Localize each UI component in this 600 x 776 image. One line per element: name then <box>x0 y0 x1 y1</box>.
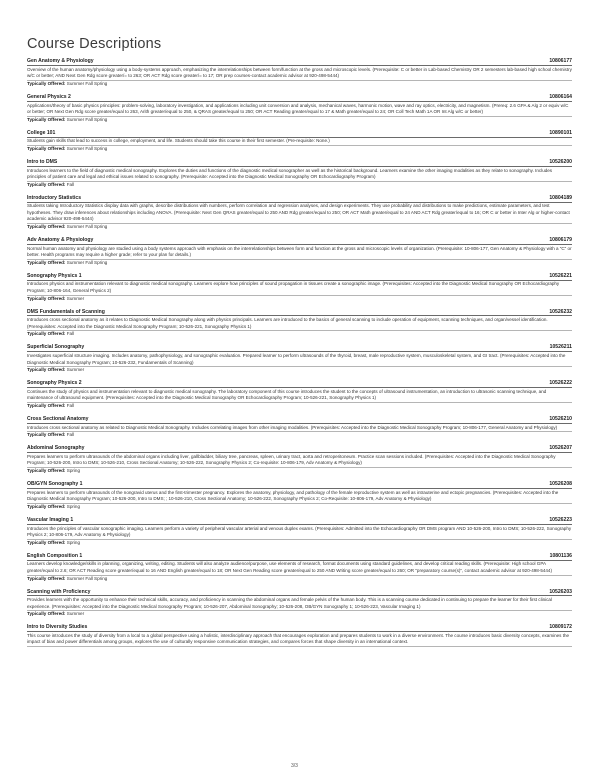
course-entry <box>27 553 572 583</box>
offered-terms: Fall <box>66 331 75 337</box>
course-entry <box>27 94 572 124</box>
offered-label: Typically Offered: <box>27 224 66 230</box>
course-name: Intro to Diversity Studies <box>27 624 88 631</box>
course-name: Gen Anatomy & Physiology <box>27 58 94 64</box>
offered-label: Typically Offered: <box>27 504 66 510</box>
course-header <box>27 159 572 167</box>
course-code: 10809172 <box>549 624 572 631</box>
course-description: Students taking Introductory Statistics display data with graphs, describe distributions with numbers, perform correlation and regression analyses, and design experiments. They use probability and distributions to make predictions, estimate parameters, and test hypotheses. They draw inferences about relationships including ANOVA. (Prerequisite: Next Gen QRAS greater/equal to 250 AND Rdg greater/equal to 250; OR ACT Math greater/equal to 24 AND ACT Rdg greater/equal to 16; OR C or better in Inter Alg or higher-contact academic advisor 920-498-5444) <box>27 203 572 224</box>
offered-label: Typically Offered: <box>27 80 66 86</box>
course-description: Applications/theory of basic physics principles: problem-solving, laboratory investigation, and applications including unit conversion and analysis, mechanical waves, harmonic motion, wave and ray optics, electricity, and magnetism. (Prereq: 2.6 GPA & Alg 2 or equiv w/C or better; OR Next Gen Rdg score greater/equal to 263, Arith greater/equal to 250, & QRAS greater/equal to 250; OR ACT Reading greater/equal to 17 & Math greater/equal to 24; OR Coll Tech Math 1A OR Int Alg w/C or better) <box>27 103 572 117</box>
course-code: 10806179 <box>549 236 572 243</box>
course-entry <box>27 237 572 267</box>
course-code: 10526203 <box>549 588 572 595</box>
page-number: 3/3 <box>291 763 298 769</box>
offered-label: Typically Offered: <box>27 403 66 409</box>
course-entry <box>27 380 572 410</box>
course-description: Continues the study of physics and instrumentation relevant to diagnostic medical sonography. The laboratory component of this course introduces the student to the concepts of ultrasound instrumentation, an introduction to ultrasonic scanning technique, and maintenance of ultrasound equipment. (Prerequisites: Accepted into the Diagnostic Medical Sonography OR Echocardiography Program; 10-526-221, Sonography Physics 1) <box>27 389 572 403</box>
course-name: Vascular Imaging 1 <box>27 516 74 523</box>
course-description: Introduces the principles of vascular sonographic imaging. Learners perform a variety of peripheral vascular arterial and venous duplex exams. (Prerequisites: Admitted into the Echocardiography OR DMS program AND 10-526-200, Intro to DMS; 10-526-222, Sonography Physics 2; 10-806-179, Adv Anatomy & Physiology) <box>27 526 572 540</box>
course-entry <box>27 58 572 88</box>
course-offered <box>27 81 572 88</box>
course-description: Students gain skills that lead to success in college, employment, and life. Students should take this course in their first semester. (Pre-requisite: None.) <box>27 138 572 146</box>
course-header <box>27 344 572 352</box>
offered-label: Typically Offered: <box>27 432 66 438</box>
course-description: This course introduces the study of diversity from a local to a global perspective using a holistic, interdisciplinary approach that encourages exploration and prepares students to work in a diverse environment. The course introduces basic diversity concepts, examines the impact of bias and power differentials among groups, explores the use of culturally responsive communication strategies, and compares forces that shape diversity in an international context. <box>27 633 572 647</box>
course-code: 10806164 <box>549 93 572 100</box>
offered-terms: Spring <box>66 539 81 545</box>
course-code: 10806177 <box>549 58 572 64</box>
offered-terms: Summer Fall Spring <box>66 116 108 122</box>
course-offered <box>27 146 572 153</box>
course-name: Superficial Sonography <box>27 344 85 351</box>
course-name: Adv Anatomy & Physiology <box>27 236 94 243</box>
offered-label: Typically Offered: <box>27 367 66 373</box>
course-code: 10526221 <box>549 272 572 279</box>
course-entry <box>27 273 572 303</box>
course-description: Provides learners with the opportunity to enhance their technical skills, accuracy, and proficiency in scanning the abdominal organs and female pelvis of the human body. This is a scanning course dedicated in continuing to prepare the learner for their first clinical experience. (Prerequisites: Accepted into the Diagnostic Medical Sonography Program; 10-526-207, Abdominal Sonography; 10-526-208, OB/GYN Sonography 1; 10-526-223, Vascular Imaging 1) <box>27 597 572 611</box>
course-code: 10526207 <box>549 445 572 452</box>
course-header <box>27 195 572 203</box>
offered-label: Typically Offered: <box>27 539 66 545</box>
course-name: Sonography Physics 1 <box>27 272 82 279</box>
course-header <box>27 517 572 525</box>
offered-terms: Fall <box>66 181 75 187</box>
course-name: Cross Sectional Anatomy <box>27 415 89 422</box>
course-header <box>27 589 572 597</box>
course-header <box>27 130 572 138</box>
course-code: 10526211 <box>549 344 572 351</box>
course-offered <box>27 432 572 439</box>
course-description: Learners develop knowledge/skills in planning, organizing, writing, editing. Students will also analyze audience/purpose, use elements of research, format documents using standard guidelines, and develop critical reading skills. (Prerequisite: High school GPA greater/equal to 2.6; OR ACT Reading score greater/equal to 16 AND English greater/equal to 18; OR Next Gen Reading score greater/equal to 250 AND Writing score greater/equal to 260; OR "preparatory course(s)", contact academic advisor at 920-498-5444) <box>27 561 572 575</box>
offered-terms: Summer Fall Spring <box>66 80 108 86</box>
course-entry <box>27 624 572 647</box>
course-offered <box>27 117 572 124</box>
course-offered <box>27 182 572 189</box>
course-entry <box>27 130 572 153</box>
offered-label: Typically Offered: <box>27 468 66 474</box>
course-name: OB/GYN Sonography 1 <box>27 481 83 488</box>
course-entry <box>27 159 572 189</box>
course-offered <box>27 611 572 618</box>
course-header <box>27 94 572 102</box>
offered-label: Typically Offered: <box>27 295 66 301</box>
course-offered <box>27 260 572 267</box>
offered-terms: Summer Fall Spring <box>66 259 108 265</box>
course-offered <box>27 331 572 338</box>
course-header <box>27 553 572 561</box>
course-name: Intro to DMS <box>27 158 58 165</box>
course-offered <box>27 576 572 583</box>
offered-label: Typically Offered: <box>27 331 66 337</box>
course-offered <box>27 367 572 374</box>
course-entry <box>27 195 572 231</box>
offered-label: Typically Offered: <box>27 116 66 122</box>
offered-terms: Summer Fall Spring <box>66 575 108 581</box>
course-code: 10526232 <box>549 308 572 315</box>
page-title: Course Descriptions <box>27 36 162 52</box>
course-description: Introduces physics and instrumentation relevant to diagnostic medical sonography. Learners explore how principles of sound propagation in tissues create a sonographic image. (Prerequisites: Accepted into the Diagnostic Medical Sonography OR Echocardiography Program; 10-806-164, General Physics 2) <box>27 281 572 295</box>
offered-terms: Spring <box>66 504 81 510</box>
course-header <box>27 309 572 317</box>
offered-terms: Spring <box>66 468 81 474</box>
offered-terms: Summer <box>66 367 85 373</box>
course-name: General Physics 2 <box>27 93 71 100</box>
course-description: Introduces learners to the field of diagnostic medical sonography. Explores the duties and functions of the diagnostic medical sonographer as well as the historical background. Learners examine the other imaging modalities as they relate to sonography. Includes principles of patient care and legal and ethical issues related to sonography. (Prerequisite: Accepted into the Diagnostic Medical Sonography OR Echocardiography Program) <box>27 168 572 182</box>
offered-terms: Summer Fall Spring <box>66 224 108 230</box>
course-description: Overview of the human anatomy/physiology using a body-systems approach, emphasizing the interrelationships between form/function at the gross and microscopic levels. (Prerequisite: C or better in Lab-based Chemistry OR 2 semesters lab-based high school chemistry w/C or better; AND Next Gen Rdg score greater/= to 263; OR ACT Rdg score greater/= to 17; OR prep courses-contact academic advisor at 920-498-5444) <box>27 67 572 81</box>
course-code: 10804189 <box>549 194 572 201</box>
course-name: English Composition 1 <box>27 552 83 559</box>
course-code: 10526210 <box>549 415 572 422</box>
offered-terms: Summer <box>66 295 85 301</box>
offered-terms: Fall <box>66 403 75 409</box>
course-entry <box>27 481 572 511</box>
course-description: Introduces cross sectional anatomy as related to Diagnostic Medical Sonography. Includes correlating images from other imaging modalities. (Prerequisites: Accepted into the Diagnostic Medical Sonography Program; 10-806-177, General Anatomy and Physiology) <box>27 425 572 433</box>
course-code: 10526222 <box>549 380 572 387</box>
course-description: Prepares learners to perform ultrasounds of the abdominal organs including liver, gallbladder, biliary tree, pancreas, spleen, urinary tract, aorta and retroperitoneum. Practice scan sessions included. (Prerequisites: Accepted into the Diagnostic Medical Sonography Program; 10-526-200, Intro to DMS; 10-526-210, Cross Sectional Anatomy; 10-526-222, Sonography Physics 2; Co-requisite: 10-806-179, Adv Anatomy & Physiology) <box>27 454 572 468</box>
course-header <box>27 380 572 388</box>
course-entry <box>27 416 572 439</box>
offered-label: Typically Offered: <box>27 146 66 152</box>
course-code: 10801136 <box>549 552 572 559</box>
course-name: DMS Fundamentals of Scanning <box>27 308 105 315</box>
course-name: Abdominal Sonography <box>27 445 85 452</box>
course-description: Prepares learners to perform ultrasounds of the nongravid uterus and the first-trimester pregnancy. Explores the anatomy, physiology, and pathology of the female reproductive system as well as intrauterine and ectopic pregnancies. (Prerequisites: Accepted into the Diagnostic Medical Sonography Program; 10-526-200, Intro to DMS; ; 10-526-210, Cross Sectional Anatomy; 10-526-222, Sonography Physics 2; Co-Requisite: 10-806-179, Adv Anatomy & Physiology) <box>27 490 572 504</box>
course-offered <box>27 296 572 303</box>
offered-label: Typically Offered: <box>27 611 66 617</box>
course-header <box>27 445 572 453</box>
course-header <box>27 624 572 632</box>
course-header <box>27 273 572 281</box>
course-description: Introduces cross sectional anatomy as it relates to Diagnostic Medical Sonography along with physics principals. Learners are introduced to the basics of general scanning to include operation of equipment, scanning techniques, and organ/vessel identification. (Prerequisites: Accepted into the Diagnostic Medical Sonography Program; 10-526-221, Sonography Physics 1) <box>27 317 572 331</box>
course-code: 10526223 <box>549 516 572 523</box>
course-offered <box>27 540 572 547</box>
course-description: Normal human anatomy and physiology are studied using a body systems approach with emphasis on the interrelationships between form and function at the gross and microscopic levels of organization. (Prerequisite: 10-806-177, Gen Anatomy & Physiology with a "C" or better. Health programs may require a higher grade; refer to your plan for details.) <box>27 246 572 260</box>
course-header <box>27 58 572 66</box>
course-entry <box>27 344 572 374</box>
course-name: Sonography Physics 2 <box>27 380 82 387</box>
course-code: 10890101 <box>549 129 572 136</box>
offered-label: Typically Offered: <box>27 575 66 581</box>
offered-terms: Fall <box>66 432 75 438</box>
course-entry <box>27 309 572 339</box>
course-code: 10526200 <box>549 158 572 165</box>
course-offered <box>27 468 572 475</box>
course-name: Introductory Statistics <box>27 194 82 201</box>
course-header <box>27 416 572 424</box>
offered-terms: Summer <box>66 611 85 617</box>
course-name: Scanning with Proficiency <box>27 588 91 595</box>
course-header <box>27 237 572 245</box>
offered-terms: Summer Fall Spring <box>66 146 108 152</box>
course-description: Investigates superficial structure imaging. Includes anatomy, pathophysiology, and sonographic evaluation. Prepared learner to perform ultrasounds of the thyroid, breast, male reproductive system, musculoskeletal system, and GI tract. (Prerequisites: Accepted into the Diagnostic Medical Sonography Program; 10-526-232, Fundamentals of Scanning) <box>27 353 572 367</box>
course-offered <box>27 403 572 410</box>
course-offered <box>27 224 572 231</box>
course-offered <box>27 504 572 511</box>
course-list <box>27 58 572 654</box>
course-name: College 101 <box>27 129 56 136</box>
course-entry <box>27 517 572 547</box>
offered-label: Typically Offered: <box>27 259 66 265</box>
course-code: 10526208 <box>549 481 572 488</box>
course-header <box>27 481 572 489</box>
course-entry <box>27 589 572 619</box>
course-entry <box>27 445 572 475</box>
offered-label: Typically Offered: <box>27 181 66 187</box>
